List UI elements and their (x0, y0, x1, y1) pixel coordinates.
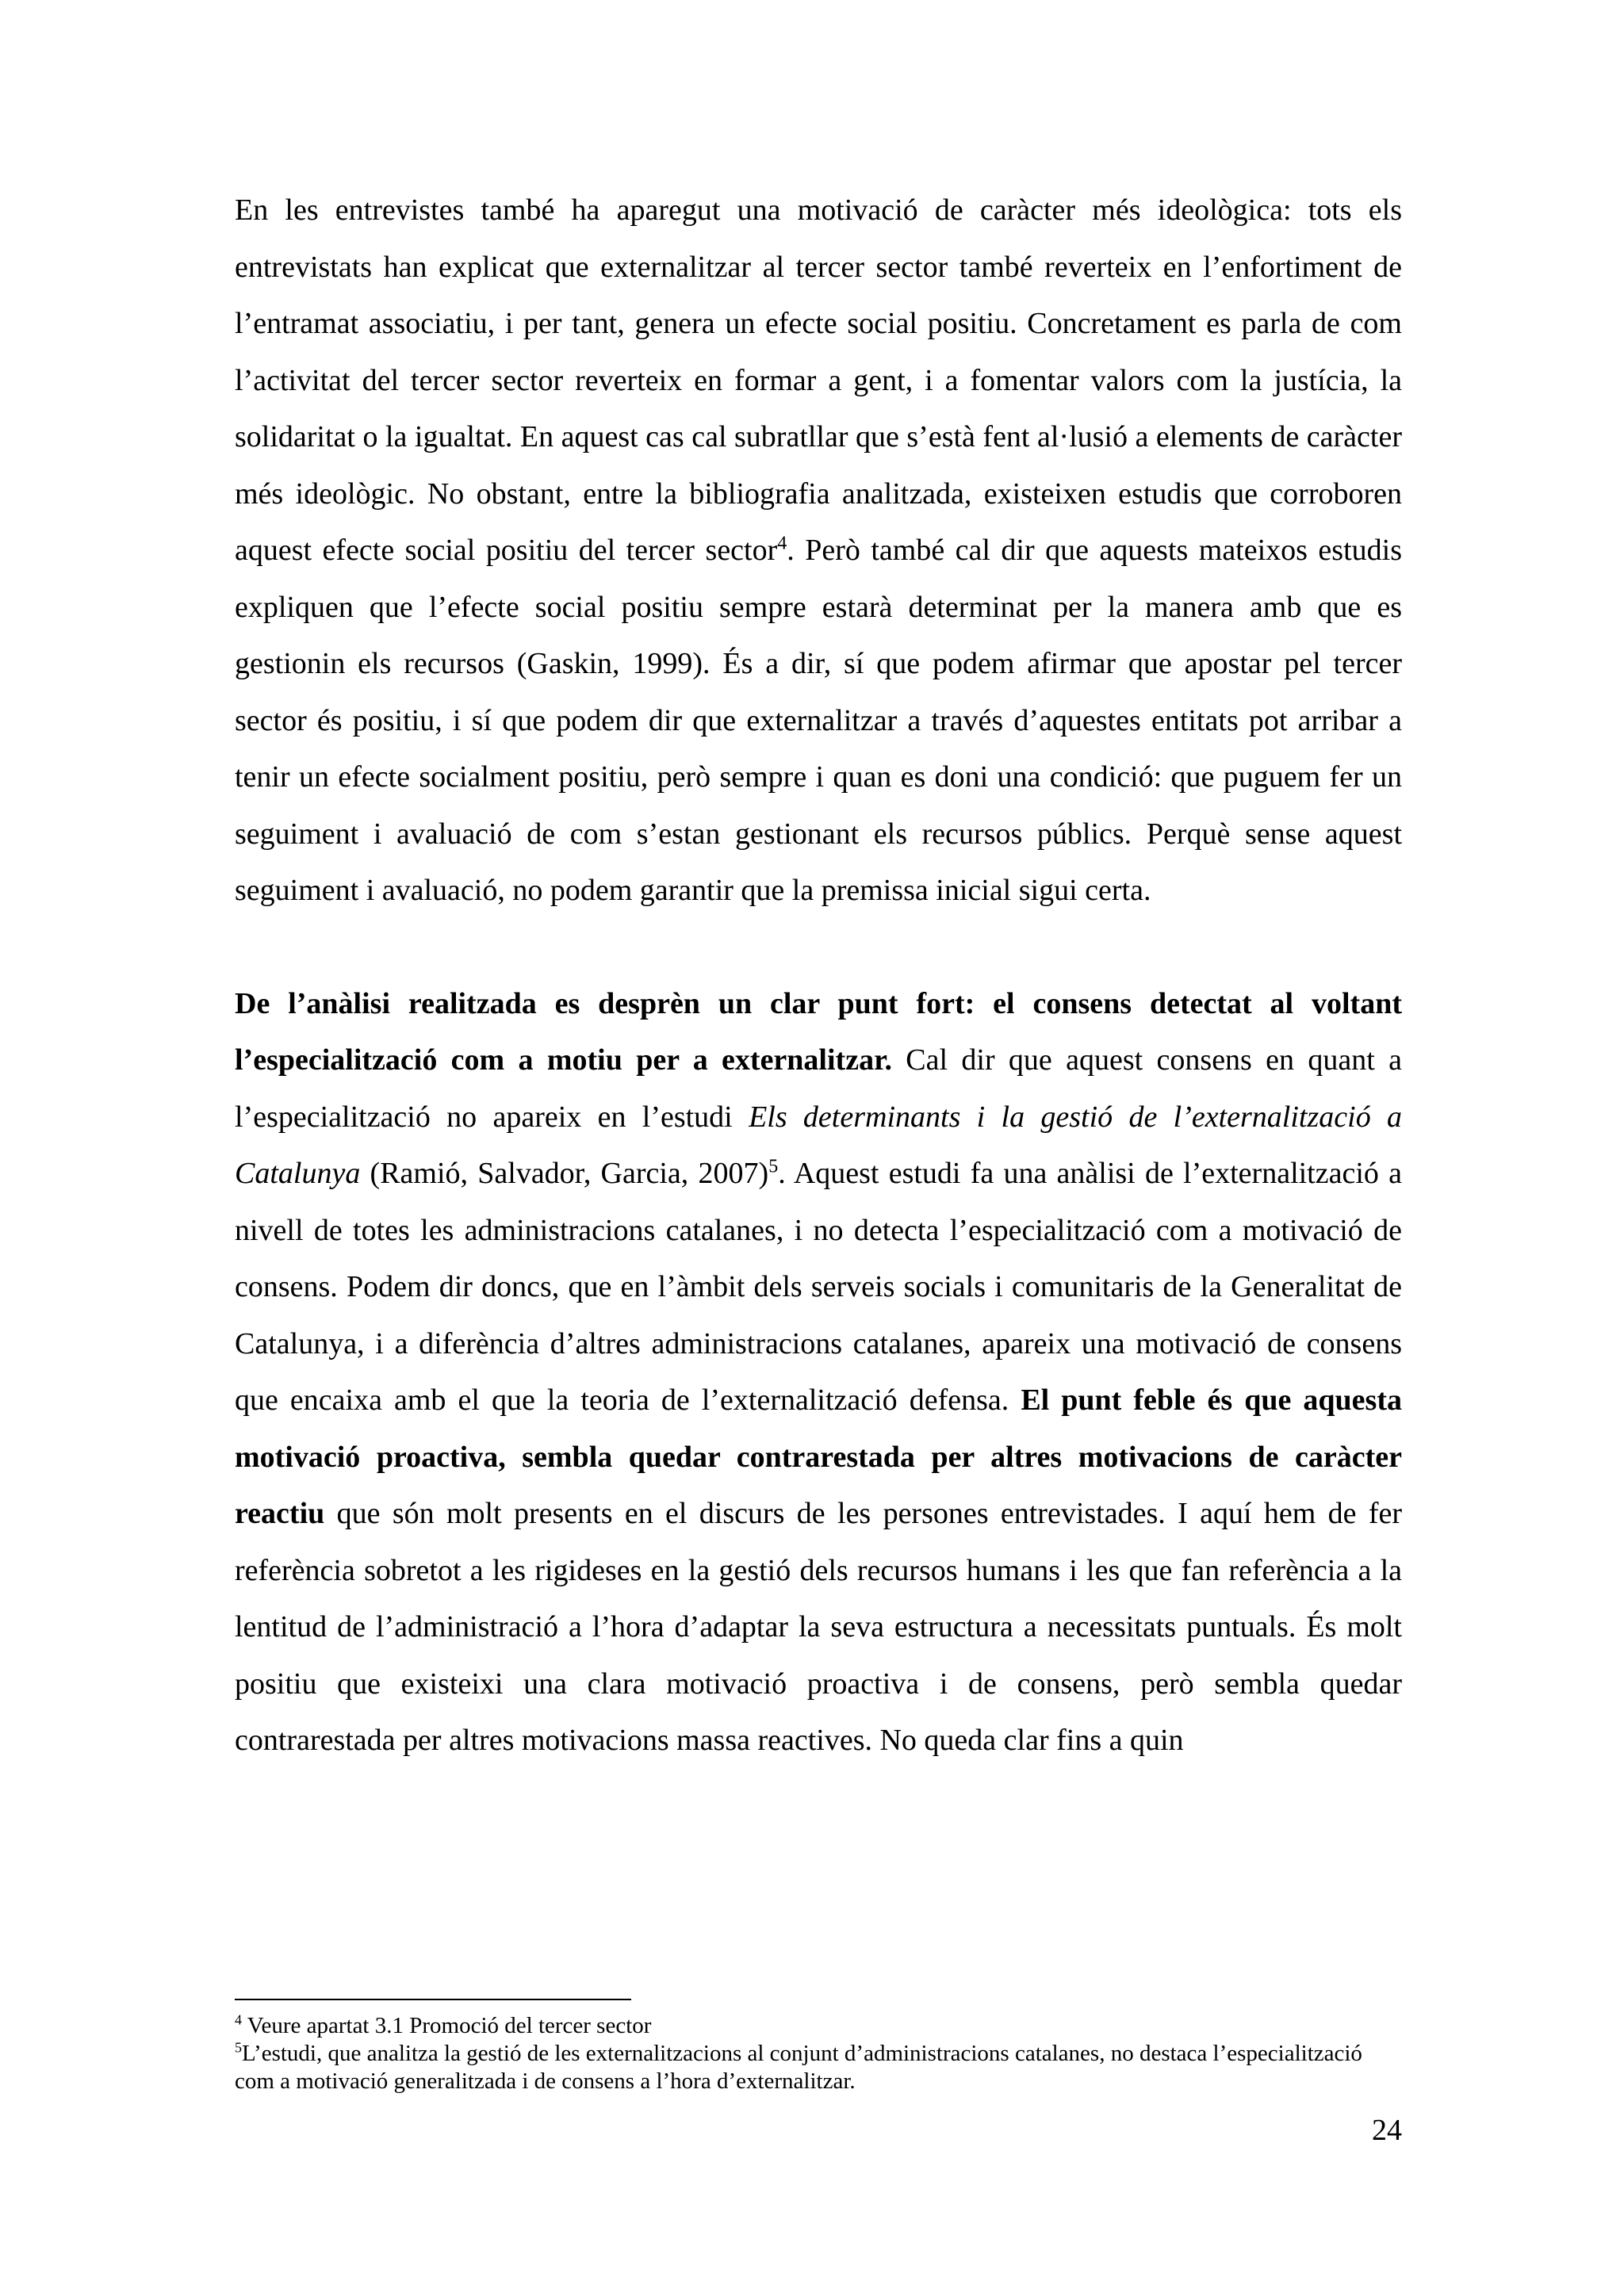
footnote-ref-4[interactable]: 4 (777, 533, 787, 554)
paragraph-2-text-b: . Aquest estudi fa una anàlisi de l’externalització a nivell de totes les administracions catalanes, i no detecta l’especialització com a motivació de consens. Podem dir doncs, que en l’àmbit dels serveis socials i comunitaris de la Generalitat de Catalunya, i a diferència d’altres administracions catalanes, apareix una motivació de consens que encaixa amb el que la teoria de l’externalització defensa. (235, 1157, 1402, 1417)
footnotes (235, 2012, 1402, 2095)
paragraph-1-text-b: . Però també cal dir que aquests mateixos estudis expliquen que l’efecte social positiu sempre estarà determinat per la manera amb que es gestionin els recursos (Gaskin, 1999). És a dir, sí que podem afirmar que apostar pel tercer sector és positiu, i sí que podem dir que externalitzar a través d’aquestes entitats pot arribar a tenir un efecte socialment positiu, però sempre i quan es doni una condició: que puguem fer un seguiment i avaluació de com s’estan gestionant els recursos públics. Perquè sense aquest seguiment i avaluació, no podem garantir que la premissa inicial sigui certa. (235, 534, 1402, 907)
main-text (235, 182, 1402, 1770)
bold-weak-point: El punt feble és que aquesta motivació proactiva, sembla quedar contrarestada per altres motivacions de caràcter reactiu (235, 1383, 1402, 1530)
footnote-5 (235, 2040, 1402, 2095)
page-number: 24 (1372, 2114, 1402, 2147)
footnote-number: 4 (235, 2011, 242, 2028)
bold-strong-point: De l’anàlisi realitzada es desprèn un clar punt fort: el consens detectat al voltant l’especialització com a motiu per a externalitzar. (235, 986, 1402, 1077)
footnote-ref-5[interactable]: 5 (768, 1156, 779, 1177)
paragraph-motivation-ideological (235, 182, 1402, 920)
footnote-text: Veure apartat 3.1 Promoció del tercer sector (242, 2013, 652, 2038)
footnote-number: 5 (235, 2039, 242, 2056)
paragraph-2-text-c: que són molt presents en el discurs de les persones entrevistades. I aquí hem de fer referència sobretot a les rigideses en la gestió dels recursos humans i les que fan referència a la lentitud de l’administració a l’hora d’adaptar la seva estructura a necessitats puntuals. És molt positiu que existeixi una clara motivació proactiva i de consens, però sembla quedar contrarestada per altres motivacions massa reactives. No queda clar fins a quin (235, 1497, 1402, 1757)
footnote-separator (235, 1999, 631, 2000)
study-title: Els determinants i la gestió de l’externalització a Catalunya (235, 1100, 1402, 1190)
footnote-text: L’estudi, que analitza la gestió de les externalitzacions al conjunt d’administracions catalanes, no destaca l’especialització com a motivació generalitzada i de consens a l’hora d’externalitzar. (235, 2041, 1362, 2094)
paragraph-1-text-a: En les entrevistes també ha aparegut una motivació de caràcter més ideològica: tots els entrevistats han explicat que externalitzar al tercer sector també reverteix en l’enfortiment de l’entramat associatiu, i per tant, genera un efecte social positiu. Concretament es parla de com l’activitat del tercer sector reverteix en formar a gent, i a fomentar valors com la justícia, la solidaritat o la igualtat. En aquest cas cal subratllar que s’està fent al·lusió a elements de caràcter més ideològic. No obstant, entre la bibliografia analitzada, existeixen estudis que corroboren aquest efecte social positiu del tercer sector (235, 193, 1402, 567)
paragraph-specialization-consensus (235, 976, 1402, 1770)
paragraph-2-text-a: Cal dir que aquest consens en quant a l’especialització no apareix en l’estudi (235, 1043, 1403, 1134)
paragraph-2-citation: (Ramió, Salvador, Garcia, 2007) (360, 1157, 769, 1190)
footnote-4 (235, 2012, 1402, 2040)
